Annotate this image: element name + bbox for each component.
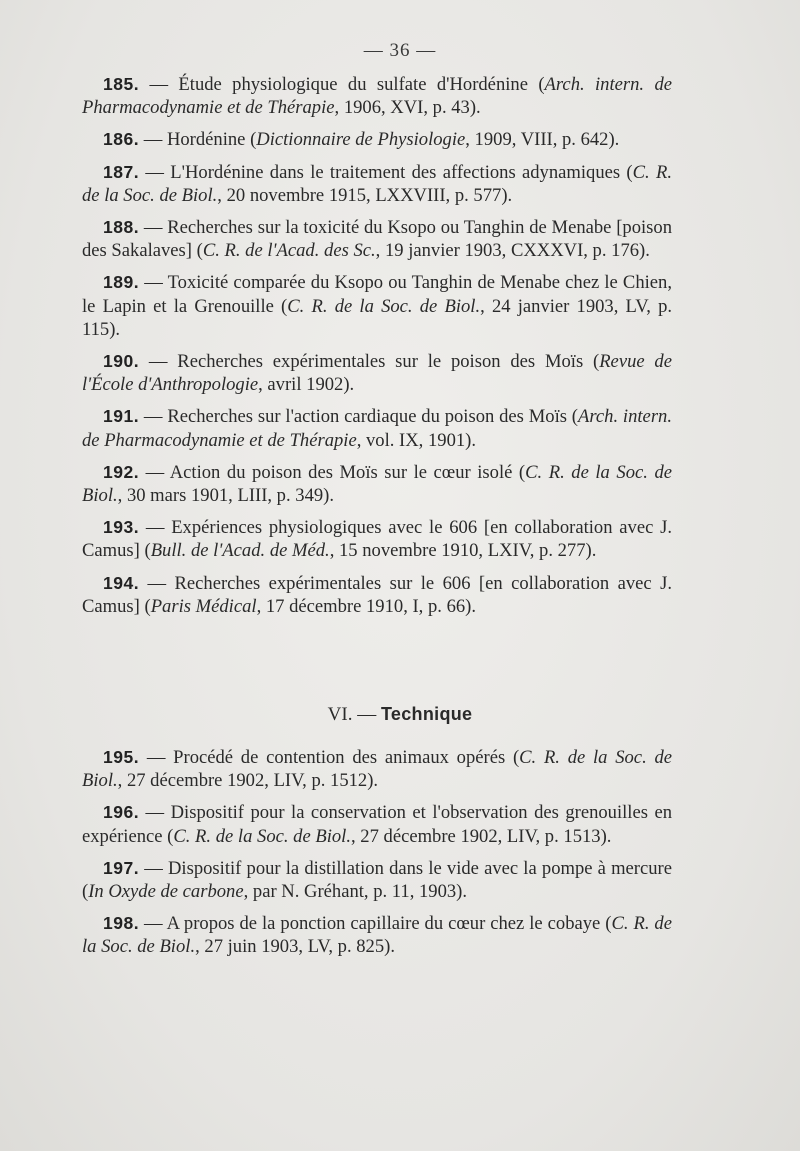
entry-dash: —	[139, 351, 178, 373]
entry-text: , 1906, XVI, p. 43).	[334, 97, 481, 119]
entry-dash: —	[139, 217, 168, 239]
page-number: — 36 —	[363, 40, 437, 61]
entry-source-title: C. R. de la Soc. de Biol.	[82, 161, 672, 206]
entry-dash: —	[139, 747, 174, 768]
entry-source-title: C. R. de la Soc. de Biol.	[82, 747, 673, 792]
entry-dash: —	[139, 461, 170, 483]
bibliography-entry	[82, 405, 672, 451]
entry-text: Recherches sur la toxicité du Ksopo ou Tanghin de Menabe [poison des Sakalaves] (	[82, 217, 672, 262]
entry-dash: —	[139, 572, 175, 594]
bibliography-entry	[82, 461, 672, 507]
bibliography-entry	[82, 857, 672, 903]
entry-text: L'Hordénine dans le traitement des affections adynamiques (	[170, 161, 633, 183]
bibliography-entry	[82, 516, 672, 562]
entry-text: , 17 décembre 1910, I, p. 66).	[256, 595, 477, 617]
bibliography-entry	[82, 73, 672, 119]
entry-text: Étude physiologique du sulfate d'Hordénine (	[178, 74, 545, 95]
bibliography-list-part2	[82, 746, 672, 968]
entry-source-title: Arch. intern. de Pharmacodynamie et de Thérapie	[82, 406, 672, 451]
entry-number: 195.	[103, 747, 140, 767]
bibliography-entry	[82, 216, 672, 262]
entry-number: 186.	[103, 129, 140, 150]
entry-source-title: C. R. de la Soc. de Biol.	[173, 825, 351, 847]
entry-dash: —	[139, 161, 171, 183]
bibliography-entry	[82, 350, 672, 396]
entry-text: Action du poison des Moïs sur le cœur isolé (	[169, 461, 526, 483]
entry-text: Dispositif pour la distillation dans le vide avec la pompe à mercure (	[82, 857, 672, 903]
entry-source-title: Bull. de l'Acad. de Méd.	[150, 540, 330, 562]
entry-source-title: Revue de l'École d'Anthropologie	[82, 351, 672, 396]
bibliography-entry	[82, 912, 672, 958]
entry-text: , 15 novembre 1910, LXIV, p. 277).	[329, 540, 597, 562]
entry-number: 188.	[103, 217, 140, 238]
entry-source-title: C. R. de la Soc. de Biol.	[82, 913, 672, 958]
entry-source-title: Dictionnaire de Physiologie	[256, 129, 466, 151]
entry-text: , 20 novembre 1915, LXXVIII, p. 577).	[217, 184, 513, 206]
entry-number: 189.	[103, 272, 140, 293]
entry-text: Toxicité comparée du Ksopo ou Tanghin de Menabe chez le Chien, le Lapin et la Grenouille (	[82, 272, 672, 317]
bibliography-list-part1	[82, 73, 672, 627]
section-title: Technique	[380, 704, 473, 724]
entry-text: , vol. IX, 1901).	[356, 429, 477, 451]
entry-number: 192.	[103, 461, 140, 482]
entry-dash: —	[139, 74, 179, 95]
entry-text: , 27 décembre 1902, LIV, p. 1512).	[117, 770, 379, 792]
entry-text: , par N. Gréhant, p. 11, 1903).	[243, 881, 468, 903]
entry-text: A propos de la ponction capillaire du cœur chez le cobaye (	[166, 913, 612, 935]
entry-source-title: C. R. de la Soc. de Biol.	[82, 461, 672, 507]
entry-dash: —	[139, 272, 168, 294]
entry-text: , 30 mars 1901, LIII, p. 349).	[117, 485, 335, 507]
entry-number: 190.	[103, 351, 140, 372]
entry-dash: —	[139, 857, 168, 879]
section-heading	[0, 704, 800, 726]
entry-dash: —	[139, 129, 167, 151]
entry-text: Hordénine (	[166, 129, 257, 151]
entry-number: 194.	[103, 572, 140, 593]
entry-number: 197.	[103, 857, 140, 878]
entry-text: , 19 janvier 1903, CXXXVI, p. 176).	[375, 240, 650, 262]
entry-text: , 27 décembre 1902, LIV, p. 1513).	[351, 825, 612, 847]
entry-number: 187.	[103, 161, 140, 182]
entry-text: , 27 juin 1903, LV, p. 825).	[195, 936, 395, 958]
entry-number: 198.	[103, 913, 140, 934]
bibliography-entry	[82, 128, 672, 151]
bibliography-entry	[82, 572, 672, 618]
section-dash: —	[357, 704, 377, 725]
entry-dash: —	[139, 802, 171, 824]
bibliography-entry	[82, 161, 672, 207]
entry-dash: —	[139, 406, 168, 428]
bibliography-entry	[82, 271, 672, 341]
entry-text: , 24 janvier 1903, LV, p. 115).	[82, 295, 673, 340]
entry-text: Recherches expérimentales sur le poison des Moïs (	[177, 351, 600, 373]
bibliography-entry	[82, 801, 672, 847]
entry-dash: —	[139, 913, 167, 935]
entry-text: , 1909, VIII, p. 642).	[465, 129, 620, 151]
entry-source-title: C. R. de la Soc. de Biol.	[287, 295, 481, 317]
entry-source-title: Arch. intern. de Pharmacodynamie et de Thérapie	[82, 74, 673, 119]
entry-source-title: C. R. de l'Acad. des Sc.	[202, 240, 376, 262]
entry-source-title: Paris Médical	[150, 595, 257, 617]
section-numeral: VI.	[327, 704, 353, 725]
entry-text: Expériences physiologiques avec le 606 [en collaboration avec J. Camus] (	[82, 517, 672, 562]
entry-number: 196.	[103, 802, 140, 823]
entry-dash: —	[139, 517, 172, 539]
entry-number: 193.	[103, 517, 140, 538]
entry-source-title: In Oxyde de carbone	[88, 881, 244, 903]
entry-number: 191.	[103, 406, 140, 427]
entry-text: Dispositif pour la conservation et l'observation des grenouilles en expérience (	[82, 802, 672, 847]
entry-text: Recherches sur l'action cardiaque du poison des Moïs (	[167, 406, 578, 428]
bibliography-entry	[82, 746, 672, 792]
entry-text: Recherches expérimentales sur le 606 [en collaboration avec J. Camus] (	[82, 572, 672, 617]
entry-text: , avril 1902).	[258, 374, 355, 396]
entry-text: Procédé de contention des animaux opérés (	[173, 747, 520, 768]
entry-number: 185.	[103, 74, 140, 94]
